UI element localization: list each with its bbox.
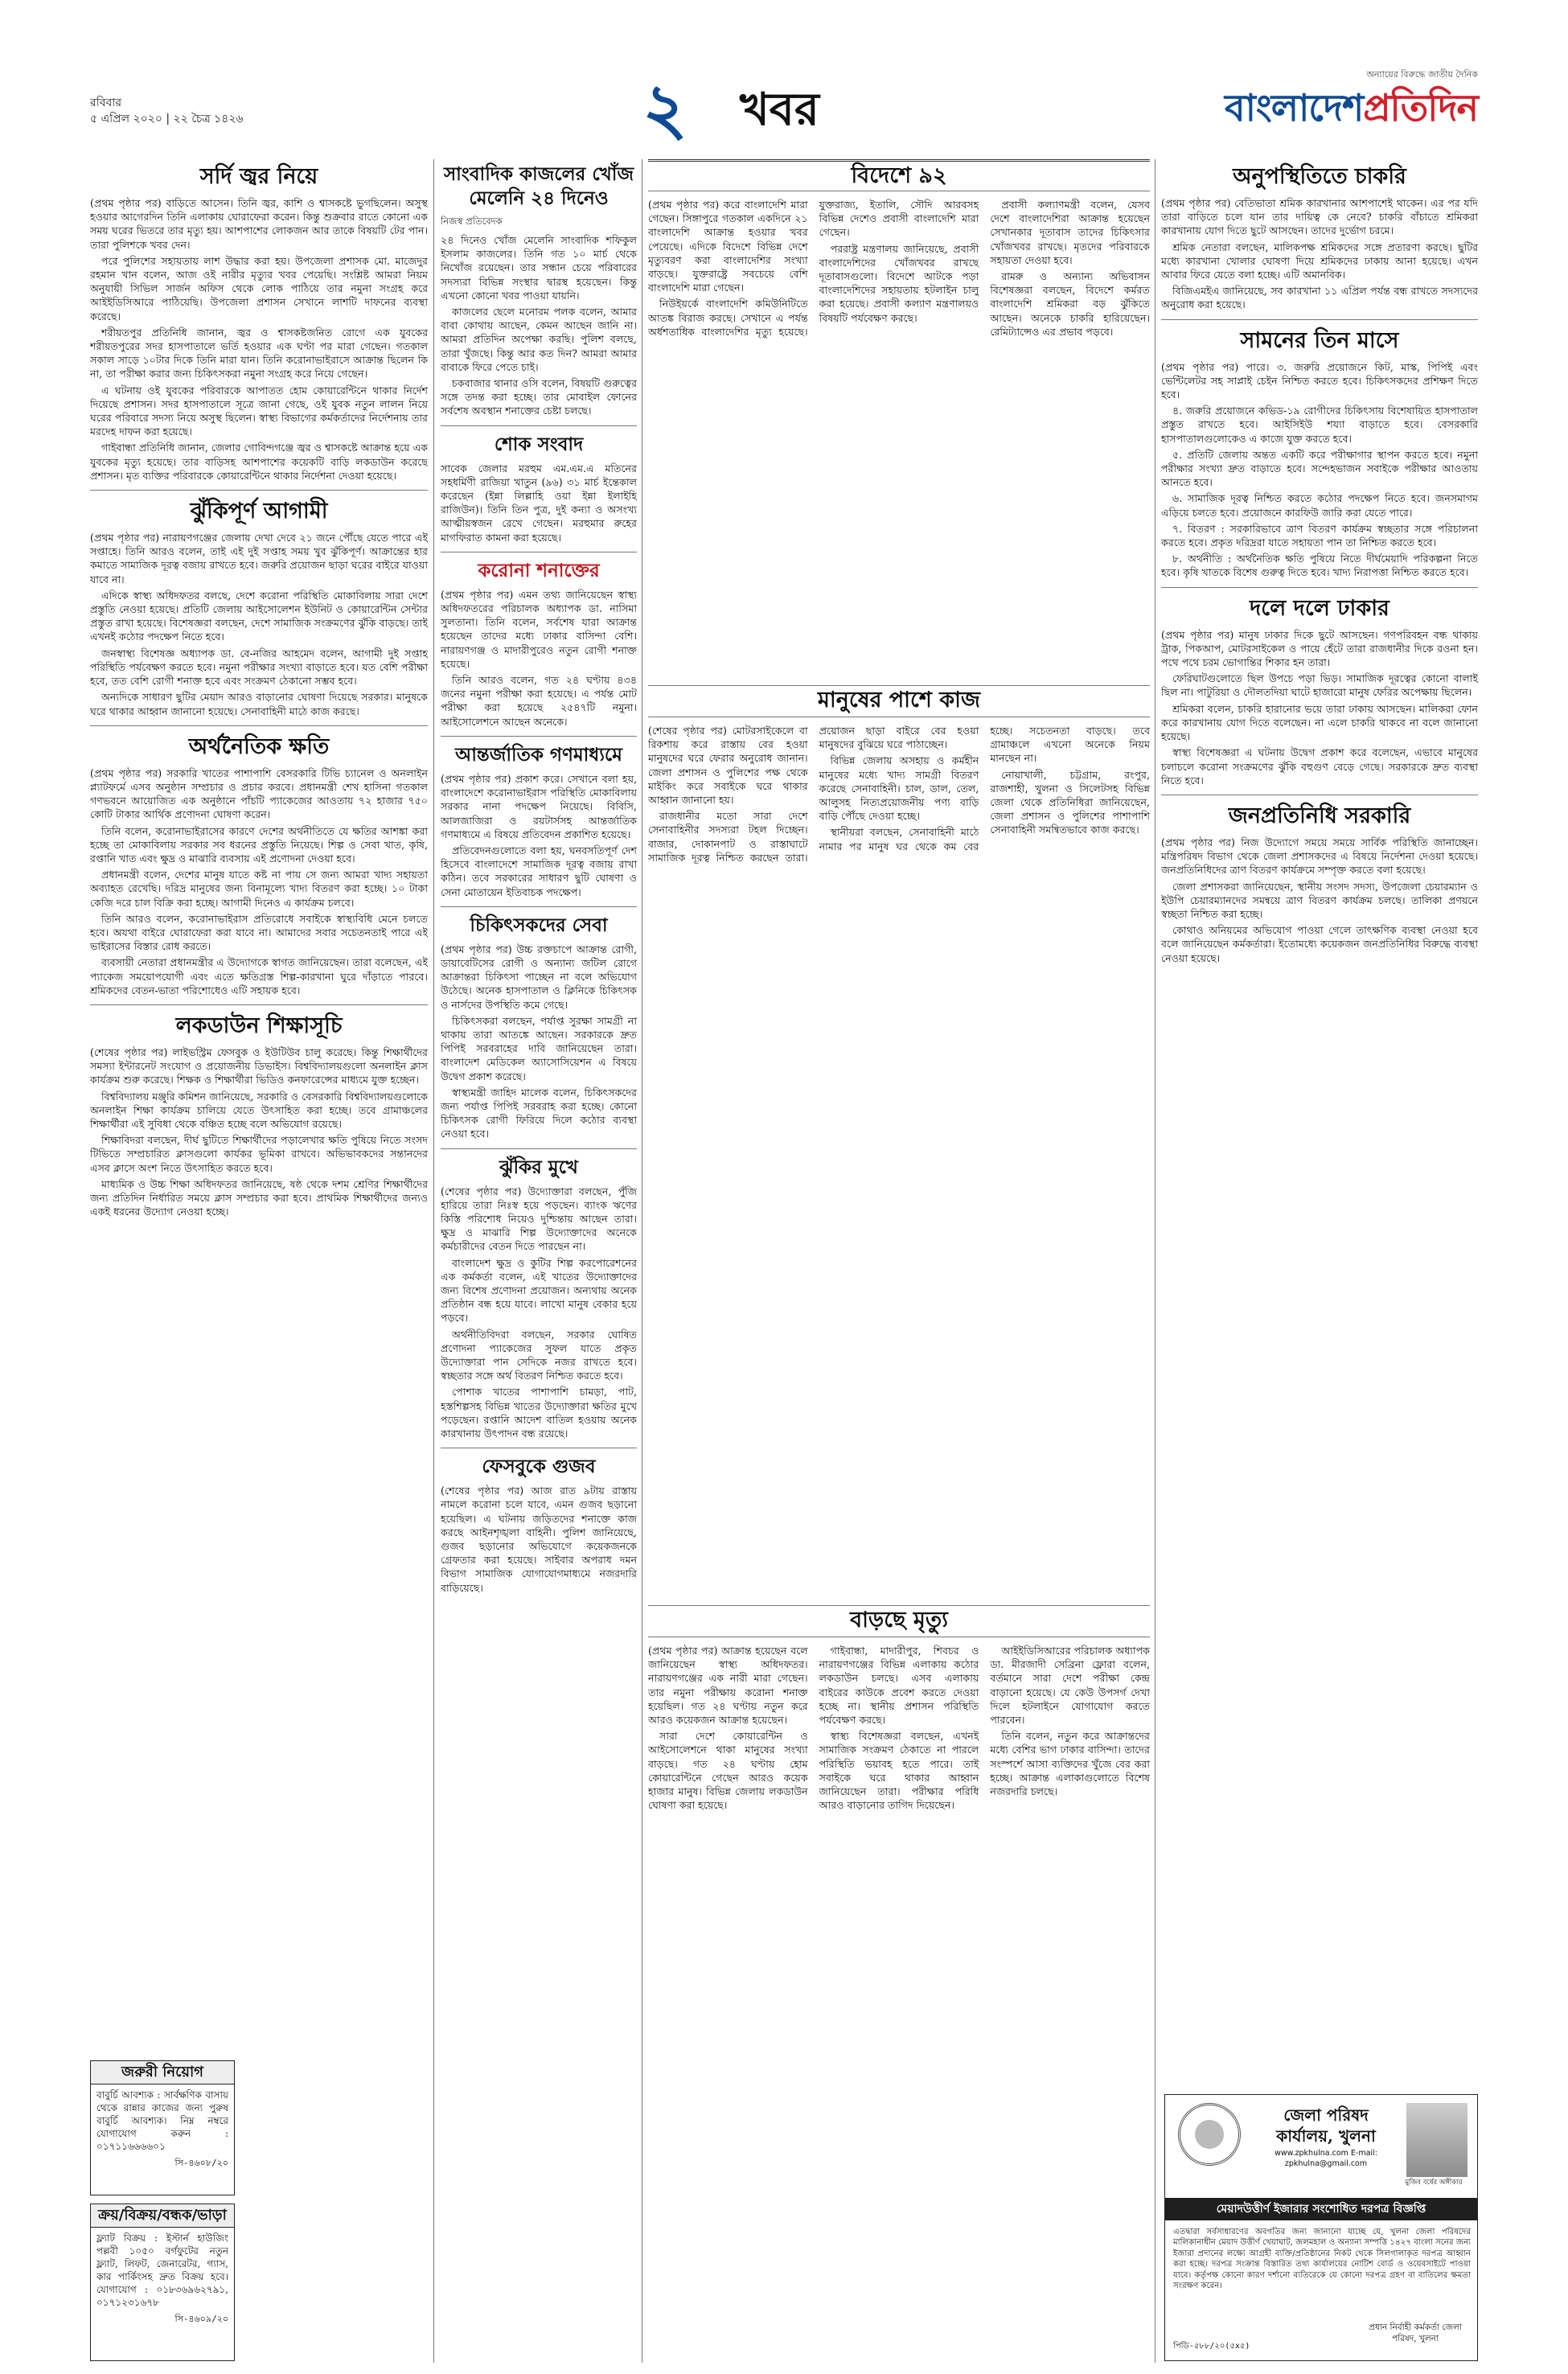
paragraph: (প্রথম পৃষ্ঠার পর) বেতিভাতা শ্রমিক কারখানার আশপাশেই থাকেন। এর পর যদি তারা বাড়িতে চলে যান তার দায়িত্ব কে নেবে? চাকরি বাঁচাতে শ্রমিকরা কারখানায় যোগ দিতে ছুটে আসছেন। তাদের দুর্ভোগ চরমে।: [1161, 197, 1478, 237]
headline: ঝুঁকিপূর্ণ আগামী: [190, 499, 328, 524]
paragraph: রামরু ও অন্যান্য অভিবাসন বিশেষজ্ঞরা বলছেন, বিদেশে কর্মরত বাংলাদেশি শ্রমিকরা বড় ঝুঁকিতে আছেন। অনেকে চাকরি হারিয়েছেন। রেমিট্যান্সেও এর প্রভাব পড়বে।: [990, 270, 1150, 338]
classified-heading: ক্রয়/বিক্রয়/বন্ধক/ভাড়া: [91, 2204, 234, 2228]
paragraph: স্বাস্থ্যমন্ত্রী জাহিদ মালেক বলেন, চিকিৎসকদের জন্য পর্যাপ্ত পিপিই সরবরাহ করা হচ্ছে। কোনো চিকিৎসক রোগী ফিরিয়ে দিলে কঠোর ব্যবস্থা নেওয়া হবে।: [441, 1086, 637, 1140]
banner-deaths: [648, 1605, 1150, 1637]
paragraph: অর্থনীতিবিদরা বলছেন, সরকার ঘোষিত প্রণোদনা প্যাকেজের সুফল যাতে প্রকৃত উদ্যোক্তারা পান সেদিকে নজর রাখতে হবে। স্বচ্ছতার সঙ্গে অর্থ বিতরণ নিশ্চিত করতে হবে।: [441, 1328, 637, 1382]
paragraph: (প্রথম পৃষ্ঠার পর) এমন তথ্য জানিয়েছেন স্বাস্থ্য অধিদফতরের পরিচালক অধ্যাপক ডা. নাসিমা সুলতানা। তিনি বলেন, সর্বশেষ যারা আক্রান্ত হয়েছেন তাদের মধ্যে ঢাকার বাসিন্দা বেশি। নারায়ণগঞ্জ ও মাদারীপুরেও নতুন রোগী শনাক্ত হয়েছে।: [441, 588, 637, 670]
paragraph: পোশাক খাতের পাশাপাশি চামড়া, পাট, হস্তশিল্পসহ বিভিন্ন খাতের উদ্যোক্তারা ক্ষতির মুখে পড়েছেন। রপ্তানি আদেশ বাতিল হওয়ায় অনেক কারখানায় উৎপাদন বন্ধ রয়েছে।: [441, 1386, 637, 1440]
paragraph: তিনি আরও বলেন, গত ২৪ ঘণ্টায় ৪৩৪ জনের নমুনা পরীক্ষা করা হয়েছে। এ পর্যন্ত মোট পরীক্ষা করা হয়েছে ২৫৪৭টি নমুনা। আইসোলেশনে আছেন অনেকে।: [441, 674, 637, 728]
story-body: [441, 1484, 637, 1595]
story-body: [1161, 628, 1478, 787]
photo-caption: মুজিব বর্ষের অঙ্গীকার: [1405, 2179, 1463, 2187]
paragraph: (প্রথম পৃষ্ঠার পর) আক্রান্ত হয়েছেন বলে জানিয়েছেন স্বাস্থ্য অধিদফতর। নারায়ণগঞ্জের এক নারী মারা গেছেন। তার নমুনা পরীক্ষায় করোনা শনাক্ত হয়েছিল। গত ২৪ ঘণ্টায় নতুন করে আরও কয়েকজন আক্রান্ত হয়েছেন।: [648, 1645, 808, 1727]
paragraph: (প্রথম পৃষ্ঠার পর) মানুষ ঢাকার দিকে ছুটে আসছেন। গণপরিবহন বন্ধ থাকায় ট্রাক, পিকআপ, মোটরসাইকেল ও পায়ে হেঁটে তারা রাজধানীর দিকে রওনা হন। পথে পথে চরম ভোগান্তির শিকার হন তারা।: [1161, 628, 1478, 669]
paragraph: (প্রথম পৃষ্ঠার পর) নারায়ণগঞ্জের জেলায় দেখা দেবে ২১ জনে পৌঁছে যেতে পারে এই সপ্তাহে। তিনি আরও বলেন, তাই এই দুই সপ্তাহ সময় খুব ঝুঁকিপূর্ণ। আক্রান্তের হার কমাতে সামাজিক দূরত্ব বজায় রাখতে হবে। জরুরি প্রয়োজন ছাড়া ঘরের বাইরে যাওয়া যাবে না।: [90, 532, 428, 585]
classified-ref: সি-৪৬০৯/২০: [174, 2314, 228, 2324]
paragraph: গাইবান্ধা, মাদারীপুর, শিবচর ও নারায়ণগঞ্জের বিভিন্ন এলাকায় কঠোর লকডাউন চলছে। এসব এলাকায় বাইরের কাউকে প্রবেশ করতে দেওয়া হচ্ছে না। স্থানীয় প্রশাসন পরিস্থিতি পর্যবেক্ষণ করছে।: [819, 1645, 979, 1727]
story-body: [1161, 196, 1478, 312]
story-abroad: [648, 198, 1150, 680]
paragraph: ব্যবসায়ী নেতারা প্রধানমন্ত্রীর এ উদ্যোগকে স্বাগত জানিয়েছেন। তারা বলেছেন, এই প্যাকেজ সময়োপযোগী এবং এতে ক্ষতিগ্রস্ত শিল্প-কারখানা ঘুরে দাঁড়াতে পারবে। শ্রমিকদের বেতন-ভাতা পরিশোধেও এটি সহায়ক হবে।: [90, 956, 428, 996]
story-corona-detected: [441, 559, 637, 737]
paragraph: বিজিএমইএ জানিয়েছে, সব কারখানা ১১ এপ্রিল পর্যন্ত বন্ধ রাখতে সদস্যদের অনুরোধ করা হয়েছে।: [1161, 285, 1478, 311]
notice-heading: মেয়াদউত্তীর্ণ ইজারার সংশোধিত দরপত্র বিজ্ঞপ্তি: [1165, 2198, 1477, 2220]
classified-sale: [90, 2204, 235, 2361]
paragraph: তিনি বলেন, নতুন করে আক্রান্তদের মধ্যে বেশির ভাগ ঢাকার বাসিন্দা। তাদের সংস্পর্শে আসা ব্যক্তিদের খুঁজে বের করা হচ্ছে। আক্রান্ত এলাকাগুলোতে বিশেষ নজরদারি চলছে।: [990, 1730, 1150, 1798]
notice-signature: প্রধান নির্বাহী কর্মকর্তা জেলা পরিষদ, খুলনা: [1369, 2323, 1462, 2343]
story-body: [90, 531, 428, 718]
paragraph: কোথাও অনিয়মের অভিযোগ পাওয়া গেলে তাৎক্ষণিক ব্যবস্থা নেওয়া হবে বলে জানিয়েছেন কর্মকর্তারা। ইতোমধ্যে কয়েকজন জনপ্রতিনিধির বিরুদ্ধে ব্যবস্থা নেওয়া হয়েছে।: [1161, 924, 1478, 964]
paragraph: (প্রথম পৃষ্ঠার পর) করে বাংলাদেশি মারা গেছেন। সিঙ্গাপুরে গতকাল একদিনে ২১ বাংলাদেশি আক্রান্ত হওয়ার খবর পেয়েছে। এদিকে বিদেশে বিভিন্ন দেশে মৃত্যুবরণ করা বাংলাদেশির সংখ্যা বাড়ছে। যুক্তরাষ্ট্রে সবচেয়ে বেশি বাংলাদেশি মারা গেছেন।: [648, 199, 808, 294]
paragraph: (প্রথম পৃষ্ঠার পর) সরকারি খাতের পাশাপাশি বেসরকারি টিভি চ্যানেল ও অনলাইন প্ল্যাটফর্মে এসব অনুষ্ঠান সম্প্রচার ও প্রচার করবে। প্রধানমন্ত্রী শেখ হাসিনা গতকাল গণভবনে আয়োজিত এক অনুষ্ঠানে পাঁচটি প্যাকেজের আওতায় ৭২ হাজার ৭৫০ কোটি টাকার আর্থিক প্রণোদনা ঘোষণা করেন।: [90, 766, 428, 821]
paragraph: পররাষ্ট্র মন্ত্রণালয় জানিয়েছে, প্রবাসী বাংলাদেশিদের খোঁজখবর রাখছে দূতাবাসগুলো। বিদেশে আটকে পড়া বাংলাদেশিদের সহায়তায় হটলাইন চালু করা হয়েছে। প্রবাসী কল্যাণ মন্ত্রণালয়ও বিষয়টি পর্যবেক্ষণ করছে।: [819, 242, 979, 324]
story-journalist-missing: [441, 162, 637, 426]
notice-text: এতদ্বারা সর্বসাধারণের অবগতির জন্য জানানো যাচ্ছে যে, খুলনা জেলা পরিষদের মালিকানাধীন মেয়াদ উত্তীর্ণ খেয়াঘাট, জলমহাল ও অন্যান্য সম্পত্তি ১৪২৭ বাংলা সনের জন্য ইজারা প্রদানের লক্ষ্যে আগ্রহী ব্যক্তি/প্রতিষ্ঠানের নিকট থেকে সিলগালাকৃত দরপত্র আহ্বান করা হচ্ছে। দরপত্র সংক্রান্ত বিস্তারিত তথ্য কার্যালয়ের নোটিশ বোর্ড ও ওয়েবসাইটে পাওয়া যাবে। কর্তৃপক্ষ কোনো কারণ দর্শানো ব্যতিরেকে যে কোনো দরপত্র গ্রহণ বা বাতিলের ক্ষমতা সংরক্ষণ করেন।: [1173, 2228, 1471, 2291]
tender-notice: [1164, 2094, 1478, 2361]
headline: মানুষের পাশে কাজ: [817, 688, 981, 713]
portrait-photo: [1406, 2103, 1467, 2177]
paragraph: আইইডিসিআরের পরিচালক অধ্যাপক ডা. মীরজাদী সেব্রিনা ফ্লোরা বলেন, বর্তমানে সারা দেশে পরীক্ষা কেন্দ্র বাড়ানো হয়েছে। যে কেউ উপসর্গ দেখা দিলে হটলাইনে যোগাযোগ করতে পারবেন।: [990, 1645, 1150, 1727]
paragraph: (শেষের পৃষ্ঠার পর) লাইভস্ট্রিম ফেসবুক ও ইউটিউব চালু করেছে। কিন্তু শিক্ষার্থীদের সমস্যা ইন্টারনেট সংযোগ ও প্রয়োজনীয় ডিভাইস। বিশ্ববিদ্যালয়গুলো অনলাইন ক্লাস কার্যক্রম শুরু করেছে। শিক্ষক ও শিক্ষার্থীরা ভিডিও কনফারেন্সের মাধ্যমে যুক্ত হচ্ছেন।: [90, 1045, 428, 1086]
headline: সামনের তিন মাসে: [1240, 327, 1399, 353]
paragraph: গাইবান্ধা প্রতিনিধি জানান, জেলার গোবিন্দগঞ্জে জ্বর ও শ্বাসকষ্টে আক্রান্ত হয়ে এক যুবকের মৃত্যু হয়েছে। তার বাড়িসহ আশপাশের কয়েকটি বাড়ি লকডাউন করেছে প্রশাসন। মৃত ব্যক্তির পরিবারকে কোয়ারেন্টিনে থাকার নির্দেশনা দেওয়া হয়েছে।: [90, 442, 428, 482]
paragraph: (প্রথম পৃষ্ঠার পর) উচ্চ রক্তচাপে আক্রান্ত রোগী, ডায়াবেটিসের রোগী ও অন্যান্য জটিল রোগে আক্রান্তরা চিকিৎসা পাচ্ছেন না বলে অভিযোগ উঠেছে। অনেক হাসপাতাল ও ক্লিনিকে চিকিৎসক ও নার্সদের উপস্থিতি কমে গেছে।: [441, 943, 637, 1011]
paragraph: স্থানীয়রা বলছেন, সেনাবাহিনী মাঠে নামার পর মানুষ ঘর থেকে কম বের হচ্ছে। সচেতনতা বাড়ছে। তবে গ্রামাঞ্চলে এখনো অনেকে নিয়ম মানছেন না।: [819, 725, 1150, 852]
column-left-tail: [241, 2060, 428, 2361]
paragraph: (প্রথম পৃষ্ঠার পর) পারে। ৩. জরুরি প্রয়োজনে কিট, মাস্ক, পিপিই এবং ভেন্টিলেটর সহ সাপ্লাই চেইন নিশ্চিত করতে হবে। চিকিৎসকদের প্রশিক্ষণ দিতে হবে।: [1161, 360, 1478, 401]
headline: সাংবাদিক কাজলের খোঁজ মেলেনি ২৪ দিনেও: [443, 163, 634, 209]
story-doctors-service: [441, 914, 637, 1149]
paragraph: অন্যদিকে সাধারণ ছুটির মেয়াদ আরও বাড়ানোর ঘোষণা দিয়েছে সরকার। মানুষকে ঘরে থাকার আহ্বান জানানো হয়েছে। সেনাবাহিনী মাঠে কাজ করছে।: [90, 691, 428, 717]
classified-ref: সি-৪৬০৮/২০: [174, 2158, 228, 2168]
paragraph: এদিকে স্বাস্থ্য অধিদফতর বলছে, দেশে করোনা পরিস্থিতি মোকাবিলায় সারা দেশে প্রস্তুতি নেওয়া হয়েছে। প্রতিটি জেলায় আইসোলেশন ইউনিট ও কোয়ারেন্টিন সেন্টার প্রস্তুত রাখা হয়েছে। বিশেষজ্ঞরা বলছেন, দেশে সামাজিক সংক্রমণের ঝুঁকি বাড়ছে। তাই এখনই কঠোর পদক্ষেপ নিতে হবে।: [90, 589, 428, 643]
paragraph: প্রবাসী কল্যাণমন্ত্রী বলেন, যেসব দেশে বাংলাদেশিরা আক্রান্ত হয়েছেন সেখানকার দূতাবাস তাদের চিকিৎসার খোঁজখবর রাখছে। মৃতদের পরিবারকে সহায়তা দেওয়া হবে।: [990, 199, 1150, 266]
date: ৫ এপ্রিল ২০২০ | ২২ চৈত্র ১৪২৬: [90, 113, 244, 125]
banner-beside: [648, 685, 1150, 717]
paragraph: ৬. সামাজিক দূরত্ব নিশ্চিত করতে কঠোর পদক্ষেপ নিতে হবে। জনসমাগম এড়িয়ে চলতে হবে। প্রয়োজনে কারফিউ জারি করা যেতে পারে।: [1161, 492, 1478, 519]
story-body: [1161, 836, 1478, 965]
paragraph: (শেষের পৃষ্ঠার পর) উদ্যোক্তারা বলছেন, পুঁজি হারিয়ে তারা নিঃস্ব হয়ে পড়ছেন। ব্যাংক ঋণের কিস্তি পরিশোধ নিয়েও দুশ্চিন্তায় আছেন তারা। ক্ষুদ্র ও মাঝারি শিল্প উদ্যোক্তাদের অনেকে কর্মচারীদের বেতন দিতে পারছেন না।: [441, 1185, 637, 1253]
headline: চিকিৎসকদের সেবা: [470, 914, 608, 936]
story-body: [441, 1185, 637, 1441]
paragraph: বিশ্ববিদ্যালয় মঞ্জুরি কমিশন জানিয়েছে, সরকারি ও বেসরকারি বিশ্ববিদ্যালয়গুলোকে অনলাইন শিক্ষা কার্যক্রম চালিয়ে যেতে উৎসাহিত করা হচ্ছে। তবে গ্রামাঞ্চলের শিক্ষার্থীরা এই সুবিধা থেকে বঞ্চিত হচ্ছে বলে অভিযোগ রয়েছে।: [90, 1090, 428, 1130]
headline: বিদেশে ৯২: [851, 163, 947, 188]
seal-icon: [1178, 2103, 1241, 2166]
headline: বাড়ছে মৃত্যু: [850, 1608, 948, 1633]
story-body: [90, 1045, 428, 1218]
headline: সর্দি জ্বর নিয়ে: [199, 164, 318, 189]
paragraph: এ ঘটনায় ওই যুবকের পরিবারকে আপাতত হোম কোয়ারেন্টিনে থাকার নির্দেশ দিয়েছে প্রশাসন। সদর হাসপাতালে সূত্রে জানা গেছে, ওই যুবক নতুন লালন নিয়ে ঘরের পরিবারে সদস্য নিয়ে অসুস্থ ছিলেন। স্বাস্থ্য বিভাগের কর্মকর্তাদের নির্দেশনায় তার মরদেহ দাফন করা হয়েছে।: [90, 384, 428, 438]
story-absence-job: [1161, 162, 1478, 320]
story-deaths: [648, 1644, 1150, 2361]
section-name: খবর: [740, 77, 832, 142]
brand-tagline: অন্যায়ের বিরুদ্ধে জাতীয় দৈনিক: [1366, 69, 1478, 80]
brand-part-2: প্রতিদিন: [1363, 86, 1478, 129]
column-left: [90, 159, 428, 2202]
column-second: [441, 159, 637, 2361]
paragraph: চকবাজার থানার ওসি বলেন, বিষয়টি গুরুত্বের সঙ্গে তদন্ত করা হচ্ছে। তার মোবাইল ফোনের সর্বশেষ অবস্থান শনাক্তের চেষ্টা চলছে।: [441, 377, 637, 417]
story-beside: [648, 724, 1150, 1600]
headline: করোনা শনাক্তের: [478, 559, 600, 581]
story-body: [90, 766, 428, 997]
paragraph: ২৪ দিনেও খোঁজ মেলেনি সাংবাদিক শফিকুল ইসলাম কাজলের। তিনি গত ১০ মার্চ থেকে নিখোঁজ রয়েছেন। তার সন্ধান চেয়ে পরিবারের সদস্যরা বিভিন্ন সংস্থার দ্বারস্থ হয়েছেন। কিন্তু এখনো কোনো খবর পাওয়া যায়নি।: [441, 234, 637, 302]
story-risky-future: [90, 497, 428, 726]
headline: শোক সংবাদ: [494, 433, 584, 455]
classified-heading: জরুরী নিয়োগ: [91, 2061, 234, 2084]
paragraph: স্বাস্থ্য বিশেষজ্ঞরা এ ঘটনায় উদ্বেগ প্রকাশ করে বলেছেন, এভাবে মানুষের চলাচলে করোনা সংক্রমণের ঝুঁকি বহুগুণ বেড়ে গেছে। সরকারকে দ্রুত ব্যবস্থা নিতে হবে।: [1161, 746, 1478, 787]
paragraph: সাবেক জেলার মরহুম এম.এম.এ মতিনের সহধর্মিণী রাজিয়া খাতুন (৯৬) ৩১ মার্চ ইন্তেকাল করেছেন (ইন্না লিল্লাহি ওয়া ইন্না ইলাইহি রাজিউন)। তিনি তিন পুত্র, দুই কন্যা ও অসংখ্য আত্মীয়স্বজন রেখে গেছেন। মরহুমার রুহের মাগফিরাত কামনা করা হয়েছে।: [441, 462, 637, 544]
paragraph: রাজধানীর মতো সারা দেশে সেনাবাহিনীর সদস্যরা টহল দিচ্ছেন। বাজার, দোকানপাট ও রাস্তাঘাটে সামাজিক দূরত্ব নিশ্চিত করছেন তারা। প্রয়োজন ছাড়া বাইরে বের হওয়া মানুষদের বুঝিয়ে ঘরে পাঠাচ্ছেন।: [648, 725, 979, 864]
paragraph: স্বাস্থ্য বিশেষজ্ঞরা বলছেন, এখনই সামাজিক সংক্রমণ ঠেকাতে না পারলে পরিস্থিতি ভয়াবহ হতে পারে। তাই সবাইকে ঘরে থাকার আহ্বান জানিয়েছেন তারা। পরীক্ষার পরিধি আরও বাড়ানোর তাগিদ দিয়েছেন।: [819, 1730, 979, 1812]
dateline: [90, 95, 244, 127]
classified-body: ফ্ল্যাট বিক্রয় : ইস্টার্ন হাউজিং পল্লবী ১০৫০ বর্গফুটের নতুন ফ্ল্যাট, লিফট, জেনারেটর, গ্যাস, কার পার্কিংসহ দ্রুত বিক্রয় হবে। যোগাযোগ : ০১৮৩৬৯৬২৭৯১, ০১৭১২৩১৬৭৮: [96, 2232, 228, 2308]
story-body: [441, 772, 637, 899]
story-economic-loss: [90, 733, 428, 1005]
story-body: [90, 196, 428, 483]
story-cold-fever: [90, 162, 428, 491]
brand-logo: [1188, 68, 1478, 148]
paragraph: সারা দেশে কোয়ারেন্টিন ও আইসোলেশনে থাকা মানুষের সংখ্যা বাড়ছে। গত ২৪ ঘণ্টায় হোম কোয়ারেন্টিনে গেছেন আরও কয়েক হাজার মানুষ। বিভিন্ন জেলায় লকডাউন ঘোষণা করা হয়েছে।: [648, 1730, 808, 1812]
paragraph: ৫. প্রতিটি জেলায় অন্তত একটি করে পরীক্ষাগার স্থাপন করতে হবে। নমুনা পরীক্ষার সংখ্যা দ্রুত বাড়াতে হবে। সন্দেহভাজন সবাইকে পরীক্ষার আওতায় আনতে হবে।: [1161, 448, 1478, 489]
paragraph: চিকিৎসকরা বলছেন, পর্যাপ্ত সুরক্ষা সামগ্রী না থাকায় তারা আতঙ্কে আছেন। সরকারকে দ্রুত পিপিই সরবরাহের দাবি জানিয়েছেন তারা। বাংলাদেশ মেডিকেল অ্যাসোসিয়েশন এ বিষয়ে উদ্বেগ প্রকাশ করেছে।: [441, 1014, 637, 1082]
paragraph: বাংলাদেশ ক্ষুদ্র ও কুটির শিল্প করপোরেশনের এক কর্মকর্তা বলেন, এই খাতের উদ্যোক্তাদের জন্য বিশেষ প্রণোদনা প্রয়োজন। অন্যথায় অনেক প্রতিষ্ঠান বন্ধ হয়ে যাবে। লাখো মানুষ বেকার হয়ে পড়বে।: [441, 1256, 637, 1325]
paragraph: মাধ্যমিক ও উচ্চ শিক্ষা অধিদফতর জানিয়েছে, ষষ্ঠ থেকে দশম শ্রেণির শিক্ষার্থীদের জন্য প্রতিদিন নির্ধারিত সময়ে ক্লাস সম্প্রচার করা হবে। প্রাথমিক শিক্ষার্থীদের জন্যও একই ধরনের উদ্যোগ নেওয়া হচ্ছে।: [90, 1177, 428, 1218]
notice-contact: www.zpkhulna.com E-mail: zpkhulna@gmail.com: [1275, 2149, 1377, 2168]
headline: আন্তর্জাতিক গণমাধ্যমে: [455, 743, 622, 766]
paragraph: ৮. অর্থনীতি : অর্থনৈতিক ক্ষতি পুষিয়ে নিতে দীর্ঘমেয়াদি পরিকল্পনা নিতে হবে। কৃষি খাতকে বিশেষ গুরুত্ব দিতে হবে। খাদ্য নিরাপত্তা নিশ্চিত করতে হবে।: [1161, 552, 1478, 579]
paragraph: বিভিন্ন জেলায় অসহায় ও কর্মহীন মানুষের মধ্যে খাদ্য সামগ্রী বিতরণ করেছে সেনাবাহিনী। চাল, ডাল, তেল, আলুসহ নিত্যপ্রয়োজনীয় পণ্য বাড়ি বাড়ি পৌঁছে দেওয়া হচ্ছে।: [819, 754, 979, 823]
banner-abroad: [648, 159, 1150, 191]
story-international-media: [441, 743, 637, 907]
paragraph: ৭. বিতরণ : সরকারিভাবে ত্রাণ বিতরণ কার্যক্রম স্বচ্ছতার সঙ্গে পরিচালনা করতে হবে। প্রকৃত দরিদ্ররা যাতে সহায়তা পান তা নিশ্চিত করতে হবে।: [1161, 522, 1478, 549]
story-obituary: [441, 433, 637, 552]
story-at-risk: [441, 1156, 637, 1449]
column-rule: [433, 159, 434, 2363]
paragraph: (প্রথম পৃষ্ঠার পর) প্রকাশ করে। সেখানে বলা হয়, বাংলাদেশে করোনাভাইরাস পরিস্থিতি মোকাবিলায় সরকার নানা পদক্ষেপ নিয়েছে। বিবিসি, আলজাজিরা ও রয়টার্সসহ আন্তর্জাতিক গণমাধ্যমে এ বিষয়ে প্রতিবেদন প্রকাশিত হয়েছে।: [441, 772, 637, 840]
paragraph: (প্রথম পৃষ্ঠার পর) নিজ উদ্যোগে সময়ে সময়ে সার্বিক পরিস্থিতি জানাচ্ছেন। মন্ত্রিপরিষদ বিভাগ থেকে জেলা প্রশাসকদের এ বিষয়ে নির্দেশনা দেওয়া হয়েছে। জনপ্রতিনিধিদের ত্রাণ বিতরণ কার্যক্রমে সম্পৃক্ত করতে বলা হয়েছে।: [1161, 836, 1478, 877]
story-body: [441, 462, 637, 544]
story-next-three-months: [1161, 327, 1478, 588]
paragraph: পরে পুলিশের সহায়তায় লাশ উদ্ধার করা হয়। উপজেলা প্রশাসক মো. মাজেদুর রহমান খান বলেন, আজ ওই নারীর মৃত্যুর খবর পেয়েছি। সংশ্লিষ্ট আমরা নিয়ম অনুযায়ী সিভিল সার্জন অফিস থেকে লোক পাঠিয়ে তার নমুনা সংগ্রহ করে আইইডিসিআরে পাঠিয়েছি। উপজেলা প্রশাসন সেখানে লাশটি দাফনের ব্যবস্থা করেছে।: [90, 254, 428, 322]
story-body: [441, 588, 637, 729]
classified-job: [90, 2060, 235, 2195]
headline: জনপ্রতিনিধি সরকারি: [1228, 803, 1411, 828]
story-crowds-to-dhaka: [1161, 594, 1478, 795]
paragraph: (শেষের পৃষ্ঠার পর) মোটরসাইকেলে বা রিকশায় করে রাস্তায় বের হওয়া মানুষদের ঘরে ফেরার অনুরোধ জানান। জেলা প্রশাসন ও পুলিশের পক্ষ থেকে মাইকিং করে সবাইকে ঘরে থাকার আহ্বান জানানো হয়।: [648, 725, 808, 807]
paragraph: নোয়াখালী, চট্টগ্রাম, রংপুর, রাজশাহী, খুলনা ও সিলেটসহ বিভিন্ন জেলা থেকে প্রতিনিধিরা জানিয়েছেন, জেলা প্রশাসন ও পুলিশের পাশাপাশি সেনাবাহিনী সমন্বিতভাবে কাজ করছে।: [990, 768, 1150, 836]
story-body: [1161, 360, 1478, 580]
masthead: [90, 63, 1478, 153]
paragraph: (প্রথম পৃষ্ঠার পর) বাড়িতে আসেন। তিনি জ্বর, কাশি ও শ্বাসকষ্টে ভুগছিলেন। অসুস্থ হওয়ার আগেরদিন তিনি এলাকায় ঘোরাফেরা করেন। কিন্তু শুক্রবার রাতে কোনো এক সময় ঘরের ভিতরে তার মৃত্যু হয়। আশপাশের লোকজন আর তাকে বিষয়টি টের পান। তারা পুলিশকে খবর দেন।: [90, 197, 428, 251]
byline: নিজস্ব প্রতিবেদক: [441, 216, 503, 227]
paragraph: (শেষের পৃষ্ঠার পর) আজ রাত ৯টায় রাস্তায় নামলে করোনা চলে যাবে, এমন গুজব ছড়ানো হয়েছিল। এ ঘটনায় জড়িতদের শনাক্তে কাজ করছে আইনশৃঙ্খলা বাহিনী। পুলিশ জানিয়েছে, গুজব ছড়ানোর অভিযোগে কয়েকজনকে গ্রেফতার করা হয়েছে। সাইবার অপরাধ দমন বিভাগ সামাজিক যোগাযোগমাধ্যমে নজরদারি বাড়িয়েছে।: [441, 1485, 637, 1594]
paragraph: শ্রমিক নেতারা বলছেন, মালিকপক্ষ শ্রমিকদের সঙ্গে প্রতারণা করছে। ছুটির মধ্যে কারখানা খোলার ঘোষণা দিয়ে শ্রমিকদের ঢাকায় আনা হয়েছে। এখন আবার ফিরে যেতে বলা হচ্ছে। এটি অমানবিক।: [1161, 240, 1478, 281]
headline: ফেসবুকে গুজব: [482, 1456, 596, 1478]
paragraph: শরীয়তপুর প্রতিনিধি জানান, জ্বর ও শ্বাসকষ্টজনিত রোগে এক যুবকের শরীয়তপুরের সদর হাসপাতালে ভর্তি হওয়ার এক ঘণ্টা পর মারা গেছেন। গতকাল সকাল সাড়ে ১০টার দিকে তিনি মারা যান। তিনি করোনাভাইরাসে আক্রান্ত ছিলেন কি না, তা পরীক্ষা করার জন্য চিকিৎসকরা নমুনা সংগ্রহ করে নিয়ে গেছেন।: [90, 326, 428, 380]
paragraph: জেলা প্রশাসকরা জানিয়েছেন, স্থানীয় সংসদ সদস্য, উপজেলা চেয়ারম্যান ও ইউপি চেয়ারম্যানদের সমন্বয়ে ত্রাণ বিতরণ কার্যক্রম চলছে। তালিকা প্রণয়নে স্বচ্ছতা নিশ্চিত করা হচ্ছে।: [1161, 880, 1478, 920]
headline: অর্থনৈতিক ক্ষতি: [188, 733, 330, 759]
column-right: [1161, 159, 1478, 2088]
headline: ঝুঁকির মুখে: [499, 1156, 578, 1178]
notice-code: পিডি-৫৮৮/২০(৫x৫): [1173, 2342, 1250, 2351]
paragraph: ৪. জরুরি প্রয়োজনে কভিড-১৯ রোগীদের চিকিৎসায় বিশেষায়িত হাসপাতাল প্রস্তুত রাখতে হবে। আইসিইউ শয্যা বাড়াতে হবে। বেসরকারি হাসপাতালগুলোকেও এ কাজে যুক্ত করতে হবে।: [1161, 405, 1478, 445]
paragraph: শিক্ষাবিদরা বলছেন, দীর্ঘ ছুটিতে শিক্ষার্থীদের পড়ালেখার ক্ষতি পুষিয়ে নিতে সংসদ টিভিতে সম্প্রচারিত ক্লাসগুলো কার্যকর ভূমিকা রাখবে। অভিভাবকদের সন্তানদের এসব ক্লাসে অংশ নিতে উৎসাহিত করতে হবে।: [90, 1134, 428, 1174]
paragraph: কাজলের ছেলে মনোরম পলক বলেন, আমার বাবা কোথায় আছেন, কেমন আছেন জানি না। আমরা প্রতিদিন অপেক্ষা করছি। পুলিশ বলছে, তারা খুঁজছে। কিন্তু আর কত দিন? আমরা আমার বাবাকে ফিরে পেতে চাই।: [441, 306, 637, 373]
story-representatives: [1161, 802, 1478, 965]
notice-title: জেলা পরিষদ কার্যালয়, খুলনা: [1276, 2105, 1376, 2146]
page-number: ২: [605, 69, 725, 150]
story-body: [441, 943, 637, 1141]
paragraph: ফেরিঘাটগুলোতে ছিল উপচে পড়া ভিড়। সামাজিক দূরত্বের কোনো বালাই ছিল না। পাটুরিয়া ও দৌলতদিয়া ঘাটে হাজারো মানুষ ফেরির অপেক্ষায় ছিলেন।: [1161, 672, 1478, 699]
paragraph: প্রধানমন্ত্রী বলেন, দেশের মানুষ যাতে কষ্ট না পায় সে জন্য আমরা খাদ্য সহায়তা অব্যাহত রেখেছি। দরিদ্র মানুষের জন্য বিনামূল্যে খাদ্য বিতরণ করা হচ্ছে। ১০ টাকা কেজি দরে চাল বিক্রি করা হচ্ছে। আগামী দিনেও এ কার্যক্রম চলবে।: [90, 869, 428, 909]
story-facebook-rumor: [441, 1455, 637, 1595]
paragraph: নিউইয়র্কে বাংলাদেশি কমিউনিটিতে আতঙ্ক বিরাজ করছে। সেখানে এ পর্যন্ত অর্ধশতাধিক বাংলাদেশির মৃত্যু হয়েছে। যুক্তরাজ্য, ইতালি, সৌদি আরবসহ বিভিন্ন দেশেও প্রবাসী বাংলাদেশি মারা গেছেন।: [648, 199, 979, 338]
day: রবিবার: [90, 97, 122, 109]
paragraph: প্রতিবেদনগুলোতে বলা হয়, ঘনবসতিপূর্ণ দেশ হিসেবে বাংলাদেশে সামাজিক দূরত্ব বজায় রাখা কঠিন। তবে সরকারের সাধারণ ছুটি ঘোষণা ও সেনা মোতায়েন ইতিবাচক পদক্ষেপ।: [441, 844, 637, 898]
story-body: [441, 233, 637, 418]
classified-body: বাবুর্চি আবশ্যক : সার্বক্ষণিক বাসায় থেকে রান্নার কাজের জন্য পুরুষ বাবুর্চি আবশ্যক। নিম্ন নম্বরে যোগাযোগ করুন : ০১৭১১৬৬৬৬০১: [96, 2089, 228, 2152]
story-lockdown-education: [90, 1012, 428, 1218]
headline: দলে দলে ঢাকার: [1250, 595, 1389, 621]
paragraph: শ্রমিকরা বলেন, চাকরি হারানোর ভয়ে তারা ঢাকায় আসছেন। মালিকরা ফোন করে কারখানায় যোগ দিতে বলেছেন। না এলে চাকরি থাকবে না বলে জানানো হয়েছে।: [1161, 702, 1478, 743]
headline: লকডাউন শিক্ষাসূচি: [175, 1012, 343, 1038]
paragraph: তিনি বলেন, করোনাভাইরাসের কারণে দেশের অর্থনীতিতে যে ক্ষতির আশঙ্কা করা হচ্ছে তা মোকাবিলায় সরকার সব ধরনের প্রস্তুতি নিয়েছে। শিল্প ও সেবা খাত, কৃষি, রপ্তানি খাত এবং ক্ষুদ্র ও মাঝারি ব্যবসায় এই প্রণোদনা দেওয়া হবে।: [90, 824, 428, 865]
brand-name: [1188, 83, 1478, 133]
brand-part-1: বাংলাদেশ: [1224, 86, 1364, 129]
paragraph: জনস্বাস্থ্য বিশেষজ্ঞ অধ্যাপক ডা. বে-নজির আহমেদ বলেন, আগামী দুই সপ্তাহ পরিস্থিতি পর্যবেক্ষণ করতে হবে। নমুনা পরীক্ষার সংখ্যা বাড়াতে হবে। যত বেশি পরীক্ষা হবে, তত বেশি রোগী শনাক্ত হবে এবং সংক্রমণ ঠেকানো সম্ভব হবে।: [90, 647, 428, 688]
headline: অনুপস্থিতিতে চাকরি: [1233, 164, 1406, 189]
paragraph: তিনি আরও বলেন, করোনাভাইরাস প্রতিরোধে সবাইকে স্বাস্থ্যবিধি মেনে চলতে হবে। অযথা বাইরে ঘোরাফেরা করা যাবে না। আমাদের সবার সচেতনতাই পারে এই ভাইরাসের বিস্তার রোধ করতে।: [90, 912, 428, 953]
